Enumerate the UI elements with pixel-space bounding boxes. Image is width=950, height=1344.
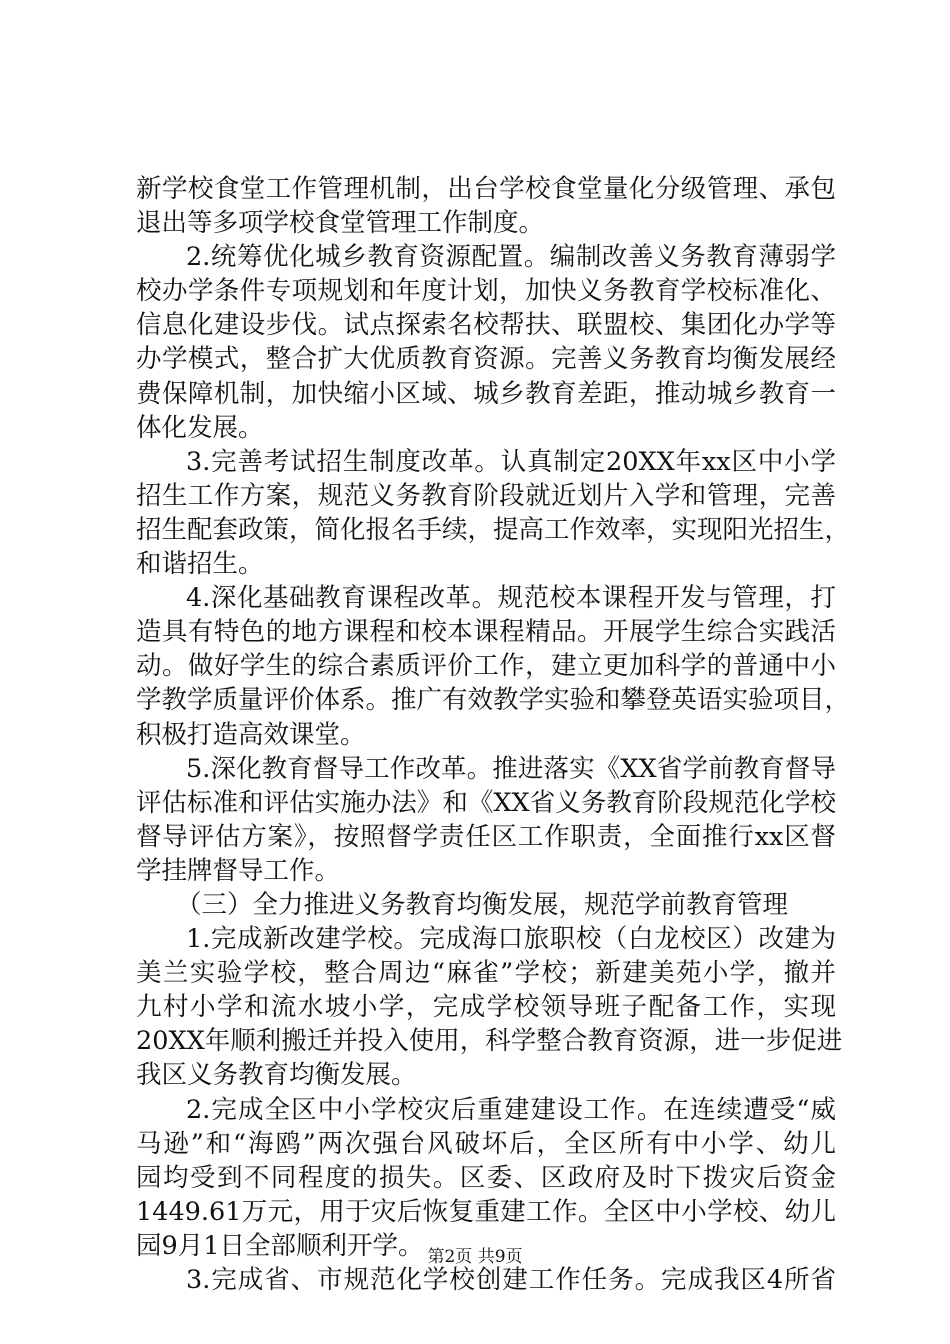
text-line: 马逊”和“海鸥”两次强台风破坏后，全区所有中小学、幼儿 [136,1128,836,1159]
text-line: 2.统筹优化城乡教育资源配置。编制改善义务教育薄弱学 [186,242,836,273]
text-line: 体化发展。 [136,412,264,443]
text-line: 费保障机制，加快缩小区域、城乡教育差距，推动城乡教育一 [136,378,836,409]
text-line: 3.完善考试招生制度改革。认真制定20XX年xx区中小学 [186,446,836,477]
text-line: 退出等多项学校食堂管理工作制度。 [136,208,545,239]
text-line: 校办学条件专项规划和年度计划，加快义务教育学校标准化、 [136,276,836,307]
text-line: 4.深化基础教育课程改革。规范校本课程开发与管理，打 [186,583,836,614]
text-line: 学挂牌督导工作。 [136,855,341,886]
text-line: 1.完成新改建学校。完成海口旅职校（白龙校区）改建为 [186,924,836,955]
text-line: 5.深化教育督导工作改革。推进落实《XX省学前教育督导 [186,753,836,784]
text-line: 督导评估方案》，按照督学责任区工作职责，全面推行xx区督 [136,821,836,852]
text-line: 学教学质量评价体系。推广有效教学实验和攀登英语实验项目， [136,685,851,716]
text-line: 园9月1日全部顺利开学。 [136,1230,424,1261]
text-line: 2.完成全区中小学校灾后重建建设工作。在连续遭受“威 [186,1094,836,1125]
text-line: 评估标准和评估实施办法》和《XX省义务教育阶段规范化学校 [136,787,836,818]
document-body [136,172,851,1297]
text-line: 和谐招生。 [136,549,264,580]
text-line: 招生配套政策，简化报名手续，提高工作效率，实现阳光招生， [136,514,851,545]
text-line: 动。做好学生的综合素质评价工作，建立更加科学的普通中小 [136,651,836,682]
text-line: 我区义务教育均衡发展。 [136,1060,417,1091]
text-line: 20XX年顺利搬迁并投入使用，科学整合教育资源，进一步促进 [136,1026,843,1057]
text-line: 信息化建设步伐。试点探索名校帮扶、联盟校、集团化办学等 [136,310,836,341]
text-line: 积极打造高效课堂。 [136,719,366,750]
text-line: 办学模式，整合扩大优质教育资源。完善义务教育均衡发展经 [136,344,836,375]
text-line: 美兰实验学校，整合周边“麻雀”学校；新建美苑小学，撤并 [136,958,836,989]
text-line: 3.完成省、市规范化学校创建工作任务。完成我区4所省 [186,1265,836,1295]
text-line: 新学校食堂工作管理机制，出台学校食堂量化分级管理、承包 [136,174,836,204]
text-line: 招生工作方案，规范义务教育阶段就近划片入学和管理，完善 [136,480,836,511]
text-line: （三）全力推进义务教育均衡发展，规范学前教育管理 [176,889,789,920]
page-footer [0,1247,950,1267]
text-line: 1449.61万元，用于灾后恢复重建工作。全区中小学校、幼儿 [136,1196,836,1227]
text-line: 造具有特色的地方课程和校本课程精品。开展学生综合实践活 [136,617,836,648]
text-line: 九村小学和流水坡小学，完成学校领导班子配备工作，实现 [136,992,836,1023]
page-number: 第2页 共9页 [427,1247,523,1267]
text-line: 园均受到不同程度的损失。区委、区政府及时下拨灾后资金 [136,1162,836,1193]
